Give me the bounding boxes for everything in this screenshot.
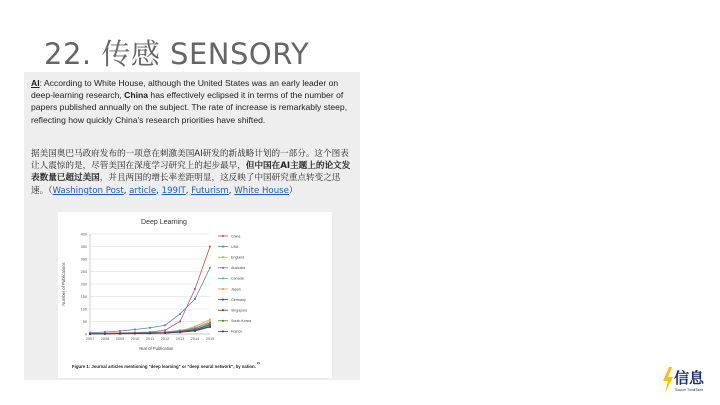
data-point bbox=[134, 329, 136, 331]
x-tick-label: 2015 bbox=[205, 337, 215, 341]
data-point bbox=[209, 319, 211, 321]
legend-label: France bbox=[231, 329, 243, 334]
data-point bbox=[179, 313, 181, 315]
y-tick-label: 250 bbox=[80, 269, 87, 274]
legend-marker bbox=[222, 309, 224, 311]
data-point bbox=[104, 333, 106, 335]
separator: , bbox=[228, 185, 235, 196]
legend-marker bbox=[222, 299, 224, 301]
chart-ylabel: Number of Publications bbox=[61, 262, 66, 306]
legend-marker bbox=[222, 256, 224, 258]
data-point bbox=[134, 333, 136, 335]
logo-text: 信息 bbox=[674, 369, 705, 387]
y-tick-label: 300 bbox=[80, 257, 87, 262]
chart-title: Deep Learning bbox=[141, 219, 187, 226]
series-line-china bbox=[90, 247, 210, 334]
chart-xlabel: Year of Publication bbox=[138, 346, 174, 351]
brand-logo bbox=[662, 366, 708, 396]
chinese-paragraph bbox=[31, 148, 356, 197]
x-tick-label: 2010 bbox=[130, 337, 140, 341]
legend-marker bbox=[222, 320, 224, 322]
data-point bbox=[149, 327, 151, 329]
y-tick-label: 0 bbox=[84, 332, 87, 337]
china-bold: China bbox=[124, 90, 149, 101]
y-tick-label: 350 bbox=[80, 244, 87, 249]
english-paragraph bbox=[31, 77, 356, 126]
chart-caption: Figure 1: Journal articles mentioning "deep learning" or "deep neural network", by nation. bbox=[72, 364, 256, 369]
link-washington-post[interactable]: Washington Post bbox=[52, 185, 124, 196]
data-point bbox=[194, 330, 196, 332]
data-point bbox=[149, 332, 151, 334]
legend-label: China bbox=[231, 234, 241, 239]
separator: , bbox=[185, 185, 192, 196]
data-point bbox=[119, 333, 121, 335]
x-tick-label: 2008 bbox=[100, 337, 110, 341]
chinese-bold: 但中国在AI主题上的论文发表数量已超过美国 bbox=[31, 161, 351, 184]
data-point bbox=[209, 326, 211, 328]
english-text-1: : According to White House, although the United States was an early leader on deep-learning research, bbox=[31, 78, 339, 101]
data-point bbox=[164, 332, 166, 334]
data-point bbox=[209, 246, 211, 248]
legend-label: Japan bbox=[231, 287, 241, 292]
chinese-text-2: ，并且两国的增长率差距明显，这反映了中国研究重点转变之迅速。（ bbox=[31, 173, 341, 196]
data-point bbox=[209, 324, 211, 326]
data-point bbox=[209, 267, 211, 269]
link-199it[interactable]: 199IT bbox=[161, 185, 186, 196]
data-point bbox=[194, 326, 196, 328]
y-tick-label: 150 bbox=[80, 294, 87, 299]
x-tick-label: 2014 bbox=[190, 337, 200, 341]
separator: , bbox=[156, 185, 162, 196]
legend-label: Australia bbox=[231, 266, 245, 271]
chart-figure bbox=[58, 212, 332, 378]
y-tick-label: 400 bbox=[80, 232, 87, 237]
legend-label: Singapore bbox=[231, 308, 248, 313]
x-tick-label: 2009 bbox=[115, 337, 125, 341]
legend-label: Germany bbox=[231, 297, 246, 302]
legend-marker bbox=[222, 278, 224, 280]
data-point bbox=[179, 321, 181, 323]
legend-marker bbox=[222, 267, 224, 269]
x-tick-label: 2011 bbox=[145, 337, 155, 341]
link-article[interactable]: article bbox=[129, 185, 157, 196]
y-tick-label: 200 bbox=[80, 282, 87, 287]
closing-paren: ） bbox=[288, 185, 298, 196]
data-point bbox=[164, 324, 166, 326]
data-point bbox=[194, 298, 196, 300]
data-point bbox=[89, 333, 91, 335]
link-white-house[interactable]: White House bbox=[234, 185, 289, 196]
chart-caption-ref: 21 bbox=[256, 361, 261, 365]
legend-marker bbox=[222, 246, 224, 248]
legend-label: South Korea bbox=[231, 319, 251, 324]
legend-label: England bbox=[231, 255, 245, 260]
legend-marker bbox=[222, 331, 224, 333]
data-point bbox=[194, 288, 196, 290]
x-tick-label: 2007 bbox=[85, 337, 95, 341]
data-point bbox=[164, 329, 166, 331]
legend-label: USA bbox=[231, 244, 239, 249]
legend-marker bbox=[222, 235, 224, 237]
series-line-usa bbox=[90, 268, 210, 333]
y-tick-label: 100 bbox=[80, 307, 87, 312]
english-text-2: has effectively eclipsed it in terms of the number of papers published annually on the subject. The rate of increase is remarkably steep, reflecting how quickly China's research priorities have shifted. bbox=[31, 90, 348, 125]
x-tick-label: 2012 bbox=[160, 337, 170, 341]
legend-label: Canada bbox=[231, 276, 244, 281]
chinese-text-1: 据美国奥巴马政府发布的一项意在刺激美国AI研发的新战略计划的一部分。这个图表让人震惊的是，尽管美国在深度学习研究上的起步最早， bbox=[31, 149, 349, 172]
x-tick-label: 2013 bbox=[175, 337, 185, 341]
logo-icon bbox=[662, 366, 708, 396]
ai-label: AI bbox=[31, 78, 40, 88]
link-futurism[interactable]: Futurism bbox=[191, 185, 229, 196]
data-point bbox=[119, 330, 121, 332]
slide-title: 22. 传感 SENSORY bbox=[44, 37, 310, 71]
lightning-bolt-icon bbox=[663, 367, 673, 393]
data-point bbox=[179, 331, 181, 333]
separator: , bbox=[123, 185, 130, 196]
deep-learning-chart bbox=[58, 212, 332, 378]
logo-tagline: Source ThinkTank bbox=[675, 388, 703, 392]
legend-marker bbox=[222, 288, 224, 290]
y-tick-label: 50 bbox=[82, 319, 87, 324]
